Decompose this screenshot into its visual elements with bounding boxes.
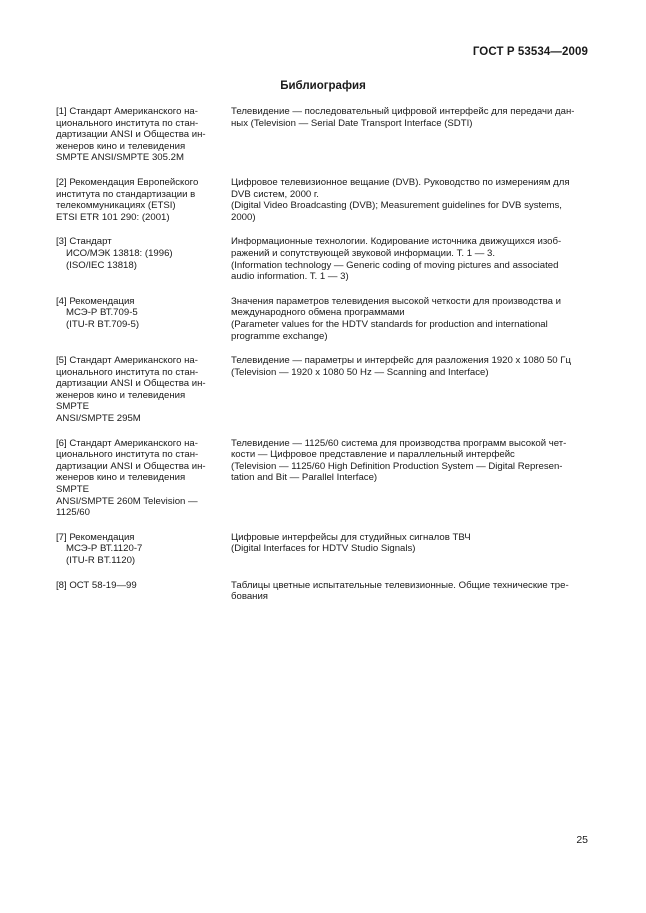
source-line: ANSI/SMPTE 295M <box>56 413 141 425</box>
source-line: ционального института по стан- <box>56 117 199 129</box>
source-line: МСЭ-Р ВТ.709-5 <box>66 307 138 319</box>
bibliography-entry-4 <box>56 296 588 342</box>
bibliography-title: Библиография <box>280 80 366 92</box>
description-line: Телевидение — последовательный цифровой интерфейс для передачи дан- <box>231 106 575 117</box>
description-line: (Digital Interfaces for HDTV Studio Signals) <box>231 543 416 555</box>
source-line: [4] Рекомендация <box>56 295 135 307</box>
source-line: SMPTE <box>56 401 90 413</box>
source-line: женеров кино и телевидения <box>56 140 186 152</box>
description-line: Телевидение — 1125/60 система для производства программ высокой чет- <box>231 437 567 449</box>
description-line: (Television — 1125/60 High Definition Production System — Digital Represen- <box>231 460 563 472</box>
entry-source <box>56 580 206 603</box>
description-line: Телевидение — параметры и интерфейс для разложения 1920 х 1080 50 Гц <box>231 355 571 367</box>
source-line: дартизации ANSI и Общества ин- <box>56 378 206 390</box>
description-line: tation and Bit — Parallel Interface) <box>231 472 378 484</box>
entry-source <box>56 355 206 425</box>
entry-source <box>56 296 206 342</box>
entry-description <box>231 532 588 567</box>
entry-description <box>231 236 588 282</box>
description-line: Таблицы цветные испытательные телевизионные. Общие технические тре- <box>231 579 569 591</box>
description-line: (Parameter values for the HDTV standards for production and international <box>231 318 548 330</box>
source-line: ETSI ETR 101 290: (2001) <box>56 211 170 223</box>
description-line: (Digital Video Broadcasting (DVB); Measurement guidelines for DVB systems, <box>231 200 562 212</box>
source-line: (ITU-R BT.709-5) <box>66 318 140 330</box>
entry-source <box>56 106 206 164</box>
bibliography-entry-5 <box>56 355 588 425</box>
source-line: ANSI/SMPTE 260M Television — <box>56 495 198 507</box>
bibliography-entry-1 <box>56 106 588 164</box>
source-line: 1125/60 <box>56 507 90 519</box>
source-line: дартизации ANSI и Общества ин- <box>56 460 206 472</box>
source-line: института по стандартизации в <box>56 188 196 200</box>
entry-description <box>231 438 588 519</box>
entry-description <box>231 177 588 223</box>
source-line: МСЭ-Р ВТ.1120-7 <box>66 543 143 555</box>
bibliography-entry-7 <box>56 532 588 567</box>
entry-source <box>56 177 206 223</box>
description-line: (Television — 1920 x 1080 50 Hz — Scanning and Interface) <box>231 366 489 378</box>
description-line: 2000) <box>231 211 256 223</box>
source-line: [8] ОСТ 58-19—99 <box>56 579 137 591</box>
source-line: ционального института по стан- <box>56 366 199 378</box>
source-line: [7] Рекомендация <box>56 531 135 543</box>
source-line: [2] Рекомендация Европейского <box>56 176 199 188</box>
description-line: ражений и сопутствующей звуковой информации. Т. 1 — 3. <box>231 247 496 259</box>
entry-description <box>231 580 588 603</box>
source-line: (ISO/IEC 13818) <box>66 259 137 271</box>
page-number: 25 <box>576 834 588 846</box>
source-line: [1] Стандарт Американского на- <box>56 106 198 117</box>
standard-code: ГОСТ Р 53534—2009 <box>472 46 588 58</box>
entry-source <box>56 438 206 519</box>
source-line: [6] Стандарт Американского на- <box>56 437 198 449</box>
entry-source <box>56 236 206 282</box>
description-line: (Information technology — Generic coding of moving pictures and associated <box>231 259 559 271</box>
source-line: дартизации ANSI и Общества ин- <box>56 129 206 141</box>
source-line: (ITU-R BT.1120) <box>66 555 136 566</box>
entry-description <box>231 106 588 164</box>
description-line: DVB систем, 2000 г. <box>231 188 319 200</box>
description-line: Значения параметров телевидения высокой четкости для производства и <box>231 295 561 307</box>
description-line: международного обмена программами <box>231 307 405 319</box>
source-line: [5] Стандарт Американского на- <box>56 355 198 367</box>
bibliography-entry-6 <box>56 438 588 519</box>
source-line: телекоммуникациях (ETSI) <box>56 200 176 212</box>
bibliography-entry-3 <box>56 236 588 282</box>
source-line: ционального института по стан- <box>56 449 199 461</box>
description-line: Цифровые интерфейсы для студийных сигналов ТВЧ <box>231 531 471 543</box>
source-line: [3] Стандарт <box>56 236 112 248</box>
entry-description <box>231 355 588 425</box>
entry-source <box>56 532 206 567</box>
description-line: кости — Цифровое представление и параллельный интерфейс <box>231 449 515 461</box>
bibliography-list <box>56 106 588 616</box>
description-line: audio information. T. 1 — 3) <box>231 271 349 283</box>
source-line: женеров кино и телевидения <box>56 472 186 484</box>
description-line: programme exchange) <box>231 330 328 342</box>
source-line: SMPTE ANSI/SMPTE 305.2M <box>56 152 184 164</box>
source-line: женеров кино и телевидения <box>56 389 186 401</box>
source-line: ИСО/МЭК 13818: (1996) <box>66 247 173 259</box>
entry-description <box>231 296 588 342</box>
description-line: Цифровое телевизионное вещание (DVB). Руководство по измерениям для <box>231 176 570 188</box>
description-line: бования <box>231 591 269 603</box>
source-line: SMPTE <box>56 484 90 496</box>
bibliography-entry-8 <box>56 580 588 603</box>
description-line: Информационные технологии. Кодирование источника движущихся изоб- <box>231 236 562 248</box>
bibliography-entry-2 <box>56 177 588 223</box>
description-line: ных (Television — Serial Date Transport Interface (SDTI) <box>231 117 473 129</box>
